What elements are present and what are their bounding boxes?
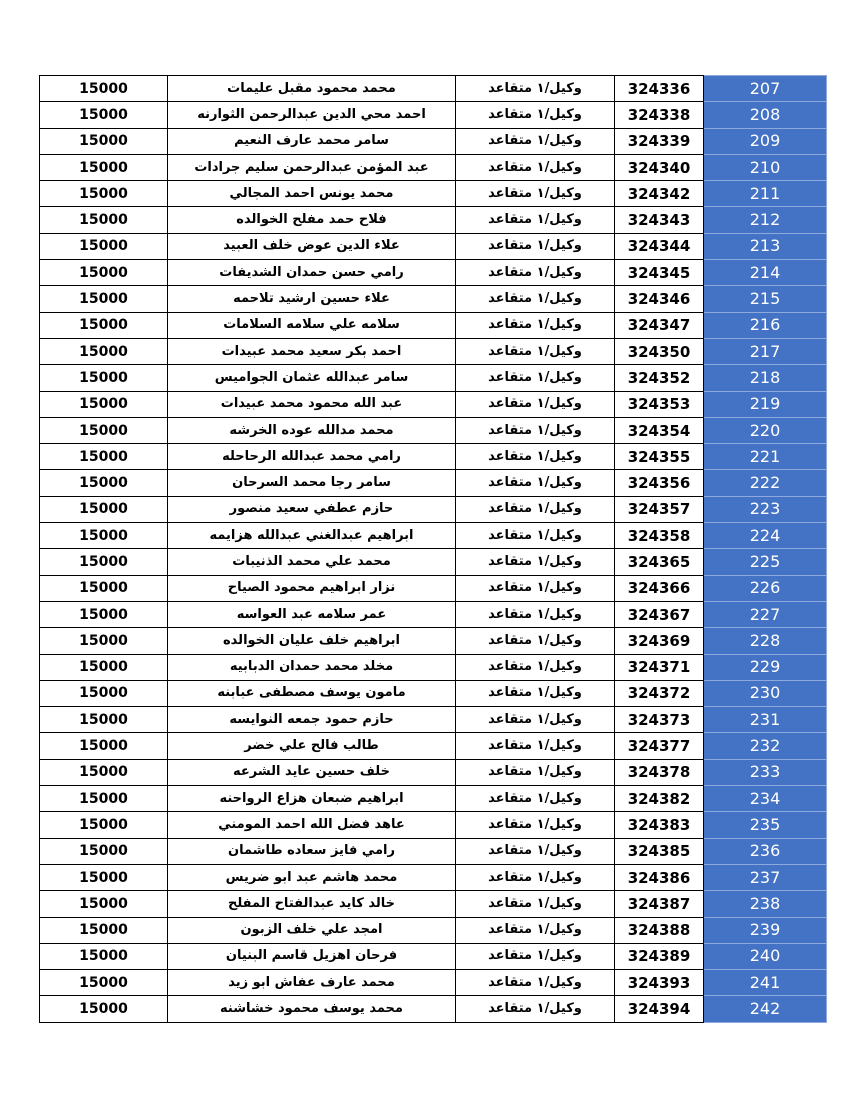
name-cell: نزار ابراهيم محمود الصياح <box>168 575 456 601</box>
id-number-cell: 324373 <box>615 707 704 733</box>
amount-cell: 15000 <box>40 812 168 838</box>
id-number-cell: 324346 <box>615 286 704 312</box>
amount-cell: 15000 <box>40 523 168 549</box>
id-number-cell: 324352 <box>615 365 704 391</box>
table-row <box>40 601 827 627</box>
name-cell: طالب فالح علي خضر <box>168 733 456 759</box>
name-cell: امجد علي خلف الزبون <box>168 917 456 943</box>
table-body <box>40 76 827 1023</box>
table-row <box>40 759 827 785</box>
table-row <box>40 575 827 601</box>
id-number-cell: 324365 <box>615 549 704 575</box>
rank-cell: وكيل/١ متقاعد <box>456 864 615 890</box>
id-number-cell: 324366 <box>615 575 704 601</box>
rank-cell: وكيل/١ متقاعد <box>456 444 615 470</box>
sequence-number-cell: 207 <box>704 76 827 102</box>
id-number-cell: 324353 <box>615 391 704 417</box>
sequence-number-cell: 233 <box>704 759 827 785</box>
sequence-number-cell: 220 <box>704 417 827 443</box>
table-row <box>40 76 827 102</box>
sequence-number-cell: 242 <box>704 996 827 1022</box>
name-cell: محمد عارف عفاش ابو زيد <box>168 970 456 996</box>
sequence-number-cell: 219 <box>704 391 827 417</box>
name-cell: علاء حسين ارشيد تلاحمه <box>168 286 456 312</box>
name-cell: عبد المؤمن عبدالرحمن سليم جرادات <box>168 154 456 180</box>
id-number-cell: 324386 <box>615 864 704 890</box>
name-cell: فلاح حمد مفلح الخوالده <box>168 207 456 233</box>
id-number-cell: 324367 <box>615 601 704 627</box>
sequence-number-cell: 229 <box>704 654 827 680</box>
rank-cell: وكيل/١ متقاعد <box>456 996 615 1022</box>
table-row <box>40 838 827 864</box>
rank-cell: وكيل/١ متقاعد <box>456 838 615 864</box>
name-cell: محمد مدالله عوده الخرشه <box>168 417 456 443</box>
table-row <box>40 102 827 128</box>
sequence-number-cell: 217 <box>704 338 827 364</box>
name-cell: رامي محمد عبدالله الرحاحله <box>168 444 456 470</box>
id-number-cell: 324372 <box>615 680 704 706</box>
sequence-number-cell: 210 <box>704 154 827 180</box>
table-row <box>40 312 827 338</box>
amount-cell: 15000 <box>40 417 168 443</box>
amount-cell: 15000 <box>40 338 168 364</box>
id-number-cell: 324387 <box>615 891 704 917</box>
rank-cell: وكيل/١ متقاعد <box>456 549 615 575</box>
table-row <box>40 444 827 470</box>
rank-cell: وكيل/١ متقاعد <box>456 917 615 943</box>
sequence-number-cell: 209 <box>704 128 827 154</box>
amount-cell: 15000 <box>40 102 168 128</box>
rank-cell: وكيل/١ متقاعد <box>456 338 615 364</box>
amount-cell: 15000 <box>40 680 168 706</box>
table-row <box>40 181 827 207</box>
amount-cell: 15000 <box>40 996 168 1022</box>
name-cell: سامر رجا محمد السرحان <box>168 470 456 496</box>
table-row <box>40 786 827 812</box>
id-number-cell: 324356 <box>615 470 704 496</box>
name-cell: عاهد فضل الله احمد المومني <box>168 812 456 838</box>
sequence-number-cell: 239 <box>704 917 827 943</box>
sequence-number-cell: 236 <box>704 838 827 864</box>
id-number-cell: 324358 <box>615 523 704 549</box>
name-cell: رامي حسن حمدان الشديفات <box>168 260 456 286</box>
table-row <box>40 207 827 233</box>
id-number-cell: 324382 <box>615 786 704 812</box>
table-row <box>40 365 827 391</box>
amount-cell: 15000 <box>40 154 168 180</box>
id-number-cell: 324383 <box>615 812 704 838</box>
sequence-number-cell: 230 <box>704 680 827 706</box>
sequence-number-cell: 213 <box>704 233 827 259</box>
name-cell: عبد الله محمود محمد عبيدات <box>168 391 456 417</box>
amount-cell: 15000 <box>40 838 168 864</box>
rank-cell: وكيل/١ متقاعد <box>456 707 615 733</box>
id-number-cell: 324342 <box>615 181 704 207</box>
name-cell: فرحان اهزيل قاسم البنيان <box>168 943 456 969</box>
sequence-number-cell: 215 <box>704 286 827 312</box>
rank-cell: وكيل/١ متقاعد <box>456 76 615 102</box>
table-row <box>40 917 827 943</box>
amount-cell: 15000 <box>40 970 168 996</box>
sequence-number-cell: 235 <box>704 812 827 838</box>
rank-cell: وكيل/١ متقاعد <box>456 970 615 996</box>
amount-cell: 15000 <box>40 759 168 785</box>
table-row <box>40 628 827 654</box>
id-number-cell: 324355 <box>615 444 704 470</box>
sequence-number-cell: 227 <box>704 601 827 627</box>
amount-cell: 15000 <box>40 444 168 470</box>
rank-cell: وكيل/١ متقاعد <box>456 260 615 286</box>
table-row <box>40 496 827 522</box>
amount-cell: 15000 <box>40 496 168 522</box>
rank-cell: وكيل/١ متقاعد <box>456 470 615 496</box>
name-cell: عمر سلامه عبد العواسه <box>168 601 456 627</box>
amount-cell: 15000 <box>40 864 168 890</box>
name-cell: مامون يوسف مصطفى عبابنه <box>168 680 456 706</box>
id-number-cell: 324378 <box>615 759 704 785</box>
sequence-number-cell: 241 <box>704 970 827 996</box>
id-number-cell: 324340 <box>615 154 704 180</box>
amount-cell: 15000 <box>40 733 168 759</box>
amount-cell: 15000 <box>40 391 168 417</box>
table-row <box>40 733 827 759</box>
rank-cell: وكيل/١ متقاعد <box>456 496 615 522</box>
table-row <box>40 523 827 549</box>
amount-cell: 15000 <box>40 575 168 601</box>
table-row <box>40 891 827 917</box>
sequence-number-cell: 228 <box>704 628 827 654</box>
name-cell: مخلد محمد حمدان الدبابيه <box>168 654 456 680</box>
sequence-number-cell: 211 <box>704 181 827 207</box>
table-row <box>40 654 827 680</box>
id-number-cell: 324354 <box>615 417 704 443</box>
amount-cell: 15000 <box>40 312 168 338</box>
rank-cell: وكيل/١ متقاعد <box>456 654 615 680</box>
amount-cell: 15000 <box>40 286 168 312</box>
name-cell: علاء الدين عوض خلف العبيد <box>168 233 456 259</box>
sequence-number-cell: 225 <box>704 549 827 575</box>
amount-cell: 15000 <box>40 917 168 943</box>
amount-cell: 15000 <box>40 601 168 627</box>
rank-cell: وكيل/١ متقاعد <box>456 207 615 233</box>
rank-cell: وكيل/١ متقاعد <box>456 601 615 627</box>
sequence-number-cell: 232 <box>704 733 827 759</box>
table-row <box>40 233 827 259</box>
amount-cell: 15000 <box>40 365 168 391</box>
rank-cell: وكيل/١ متقاعد <box>456 680 615 706</box>
rank-cell: وكيل/١ متقاعد <box>456 628 615 654</box>
rank-cell: وكيل/١ متقاعد <box>456 759 615 785</box>
name-cell: ابراهيم عبدالغني عبدالله هزايمه <box>168 523 456 549</box>
name-cell: احمد بكر سعيد محمد عبيدات <box>168 338 456 364</box>
name-cell: احمد محي الدين عبدالرحمن الثوارنه <box>168 102 456 128</box>
sequence-number-cell: 222 <box>704 470 827 496</box>
rank-cell: وكيل/١ متقاعد <box>456 891 615 917</box>
table-row <box>40 286 827 312</box>
table-row <box>40 812 827 838</box>
sequence-number-cell: 208 <box>704 102 827 128</box>
amount-cell: 15000 <box>40 654 168 680</box>
amount-cell: 15000 <box>40 76 168 102</box>
sequence-number-cell: 221 <box>704 444 827 470</box>
name-cell: محمد علي محمد الذنيبات <box>168 549 456 575</box>
name-cell: سامر محمد عارف النعيم <box>168 128 456 154</box>
id-number-cell: 324344 <box>615 233 704 259</box>
id-number-cell: 324338 <box>615 102 704 128</box>
sequence-number-cell: 234 <box>704 786 827 812</box>
sequence-number-cell: 223 <box>704 496 827 522</box>
amount-cell: 15000 <box>40 707 168 733</box>
table-row <box>40 470 827 496</box>
sequence-number-cell: 214 <box>704 260 827 286</box>
rank-cell: وكيل/١ متقاعد <box>456 391 615 417</box>
sequence-number-cell: 224 <box>704 523 827 549</box>
table-row <box>40 707 827 733</box>
rank-cell: وكيل/١ متقاعد <box>456 943 615 969</box>
name-cell: حازم عطفي سعيد منصور <box>168 496 456 522</box>
rank-cell: وكيل/١ متقاعد <box>456 154 615 180</box>
id-number-cell: 324357 <box>615 496 704 522</box>
id-number-cell: 324339 <box>615 128 704 154</box>
id-number-cell: 324385 <box>615 838 704 864</box>
rank-cell: وكيل/١ متقاعد <box>456 786 615 812</box>
amount-cell: 15000 <box>40 207 168 233</box>
sequence-number-cell: 226 <box>704 575 827 601</box>
amount-cell: 15000 <box>40 891 168 917</box>
amount-cell: 15000 <box>40 628 168 654</box>
rank-cell: وكيل/١ متقاعد <box>456 812 615 838</box>
table-row <box>40 417 827 443</box>
rank-cell: وكيل/١ متقاعد <box>456 733 615 759</box>
amount-cell: 15000 <box>40 470 168 496</box>
amount-cell: 15000 <box>40 181 168 207</box>
name-cell: محمد محمود مقبل عليمات <box>168 76 456 102</box>
name-cell: خلف حسين عايد الشرعه <box>168 759 456 785</box>
name-cell: محمد هاشم عبد ابو ضريس <box>168 864 456 890</box>
amount-cell: 15000 <box>40 549 168 575</box>
id-number-cell: 324371 <box>615 654 704 680</box>
sequence-number-cell: 238 <box>704 891 827 917</box>
table-row <box>40 391 827 417</box>
name-cell: ابراهيم خلف عليان الخوالده <box>168 628 456 654</box>
id-number-cell: 324345 <box>615 260 704 286</box>
id-number-cell: 324377 <box>615 733 704 759</box>
name-cell: سلامه علي سلامه السلامات <box>168 312 456 338</box>
name-cell: رامي فايز سعاده طاشمان <box>168 838 456 864</box>
rank-cell: وكيل/١ متقاعد <box>456 312 615 338</box>
rank-cell: وكيل/١ متقاعد <box>456 417 615 443</box>
rank-cell: وكيل/١ متقاعد <box>456 102 615 128</box>
payment-table <box>39 75 827 1023</box>
amount-cell: 15000 <box>40 233 168 259</box>
id-number-cell: 324388 <box>615 917 704 943</box>
rank-cell: وكيل/١ متقاعد <box>456 523 615 549</box>
amount-cell: 15000 <box>40 943 168 969</box>
name-cell: خالد كايد عبدالفتاح المفلح <box>168 891 456 917</box>
rank-cell: وكيل/١ متقاعد <box>456 575 615 601</box>
sequence-number-cell: 212 <box>704 207 827 233</box>
amount-cell: 15000 <box>40 128 168 154</box>
rank-cell: وكيل/١ متقاعد <box>456 181 615 207</box>
id-number-cell: 324343 <box>615 207 704 233</box>
table-row <box>40 970 827 996</box>
id-number-cell: 324347 <box>615 312 704 338</box>
table-row <box>40 680 827 706</box>
id-number-cell: 324389 <box>615 943 704 969</box>
sequence-number-cell: 240 <box>704 943 827 969</box>
id-number-cell: 324350 <box>615 338 704 364</box>
amount-cell: 15000 <box>40 260 168 286</box>
id-number-cell: 324369 <box>615 628 704 654</box>
id-number-cell: 324394 <box>615 996 704 1022</box>
sequence-number-cell: 237 <box>704 864 827 890</box>
sequence-number-cell: 216 <box>704 312 827 338</box>
rank-cell: وكيل/١ متقاعد <box>456 286 615 312</box>
rank-cell: وكيل/١ متقاعد <box>456 128 615 154</box>
table-row <box>40 996 827 1022</box>
table-row <box>40 549 827 575</box>
sequence-number-cell: 218 <box>704 365 827 391</box>
id-number-cell: 324336 <box>615 76 704 102</box>
name-cell: حازم حمود جمعه النوايسه <box>168 707 456 733</box>
name-cell: محمد يونس احمد المجالي <box>168 181 456 207</box>
table-row <box>40 260 827 286</box>
name-cell: ابراهيم ضبعان هزاع الرواحنه <box>168 786 456 812</box>
name-cell: سامر عبدالله عثمان الجواميس <box>168 365 456 391</box>
amount-cell: 15000 <box>40 786 168 812</box>
table-row <box>40 943 827 969</box>
id-number-cell: 324393 <box>615 970 704 996</box>
rank-cell: وكيل/١ متقاعد <box>456 233 615 259</box>
table-row <box>40 154 827 180</box>
table-row <box>40 338 827 364</box>
table-row <box>40 864 827 890</box>
name-cell: محمد يوسف محمود خشاشنه <box>168 996 456 1022</box>
table-row <box>40 128 827 154</box>
sequence-number-cell: 231 <box>704 707 827 733</box>
rank-cell: وكيل/١ متقاعد <box>456 365 615 391</box>
